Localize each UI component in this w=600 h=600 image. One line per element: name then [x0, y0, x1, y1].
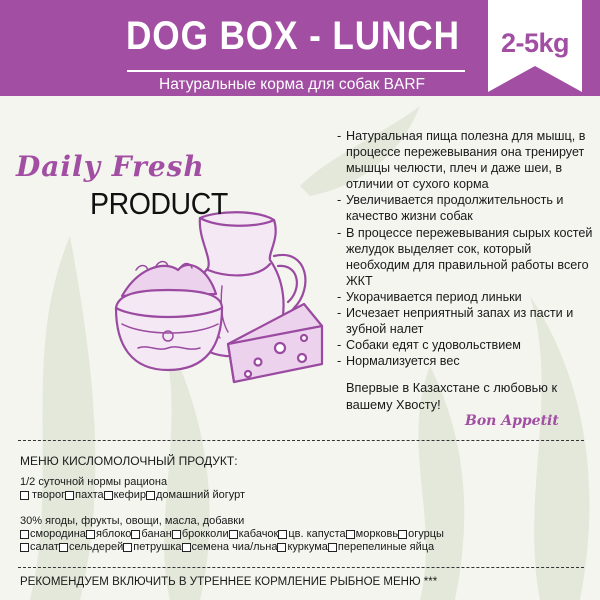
option-label: творог [32, 489, 66, 501]
option-label: яблоко [95, 528, 132, 540]
checkbox[interactable] [59, 543, 68, 552]
option-label: куркума [287, 541, 328, 553]
intro-text: Впервые в Казахстане с любовью к вашему Хвосту! [346, 380, 558, 412]
list-item [337, 192, 593, 224]
option-label: перепелиные яйца [337, 541, 435, 553]
menu-footer-note: РЕКОМЕНДУЕМ ВКЛЮЧИТЬ В УТРЕННЕЕ КОРМЛЕНИЕ РЫБНОЕ МЕНЮ *** [20, 576, 438, 588]
benefit-text: Натуральная пища полезна для мышц, в процессе пережевывания она тренирует мышцы челюсти, плеч и даже шеи, в отличии от сухого корма [346, 129, 586, 192]
benefit-text: Нормализуется вес [346, 354, 460, 369]
option-label: морковь [355, 528, 399, 540]
bullet-dash: - [337, 289, 342, 304]
checkbox[interactable] [172, 530, 181, 539]
title-underline [127, 70, 465, 72]
benefits-list [337, 128, 593, 369]
bullet-dash: - [337, 129, 342, 143]
option-label: огурцы [408, 528, 444, 540]
benefit-text: Увеличивается продолжительность и качество жизни собак [346, 193, 564, 224]
checkbox[interactable] [346, 530, 355, 539]
benefit-text: Исчезает неприятный запах из пасти и зубной налет [346, 306, 574, 337]
checkbox[interactable] [20, 491, 29, 500]
signoff-text: Bon Appetit [465, 413, 559, 429]
dairy-illustration-icon [108, 198, 328, 390]
list-item [337, 128, 593, 192]
option-label: банан [141, 528, 172, 540]
brand-script-text: Daily Fresh [16, 150, 205, 183]
list-item [337, 305, 593, 337]
option-label: салат [30, 541, 59, 553]
option-label: брокколи [181, 528, 229, 540]
bullet-dash: - [337, 338, 342, 353]
checkbox[interactable] [123, 543, 132, 552]
checkbox[interactable] [398, 530, 407, 539]
list-item [337, 225, 593, 289]
bullet-dash: - [337, 225, 342, 240]
option-label: кефир [113, 489, 146, 501]
option-label: домашний йогурт [155, 489, 246, 501]
option-label: семена чиа/льна [191, 541, 278, 553]
bullet-dash: - [337, 306, 342, 321]
option-label: кабачок [238, 528, 279, 540]
option-label: пахта [75, 489, 104, 501]
checkbox[interactable] [182, 543, 191, 552]
extras-options-row-2 [20, 541, 434, 553]
checkbox[interactable] [86, 530, 95, 539]
page-title: DOG BOX - LUNCH [126, 14, 460, 58]
checkbox[interactable] [131, 530, 140, 539]
menu-extras: 30% ягоды, фрукты, овощи, масла, добавки [20, 515, 245, 527]
menu-heading: МЕНЮ КИСЛОМОЛОЧНЫЙ ПРОДУКТ: [20, 454, 238, 468]
dairy-options-row [20, 489, 245, 501]
benefit-text: Собаки едят с удовольствием [346, 338, 521, 353]
list-item [337, 289, 593, 305]
page-subtitle: Натуральные корма для собак BARF [159, 76, 425, 93]
brand-product-text: PRODUCT [90, 186, 228, 221]
checkbox[interactable] [146, 491, 155, 500]
checkbox[interactable] [104, 491, 113, 500]
dashed-divider [18, 440, 584, 441]
dashed-divider [18, 567, 584, 568]
option-label: петрушка [133, 541, 182, 553]
list-item [337, 337, 593, 353]
checkbox[interactable] [277, 543, 286, 552]
option-label: цв. капуста [288, 528, 346, 540]
bullet-dash: - [337, 354, 342, 369]
list-item [337, 353, 593, 369]
checkbox[interactable] [20, 543, 29, 552]
option-label: смородина [30, 528, 86, 540]
weight-badge-label: 2-5kg [500, 28, 570, 58]
checkbox[interactable] [65, 491, 74, 500]
menu-portion: 1/2 суточной нормы рациона [20, 476, 168, 488]
option-label: сельдерей [68, 541, 124, 553]
checkbox[interactable] [229, 530, 238, 539]
checkbox[interactable] [328, 543, 337, 552]
benefit-text: Укорачивается период линьки [346, 289, 522, 304]
benefit-text: В процессе пережевывания сырых костей желудок выделяет сок, который необходим для правильной работы всего ЖКТ [346, 225, 593, 288]
extras-options-row-1 [20, 528, 444, 540]
bullet-dash: - [337, 193, 342, 208]
checkbox[interactable] [20, 530, 29, 539]
checkbox[interactable] [278, 530, 287, 539]
